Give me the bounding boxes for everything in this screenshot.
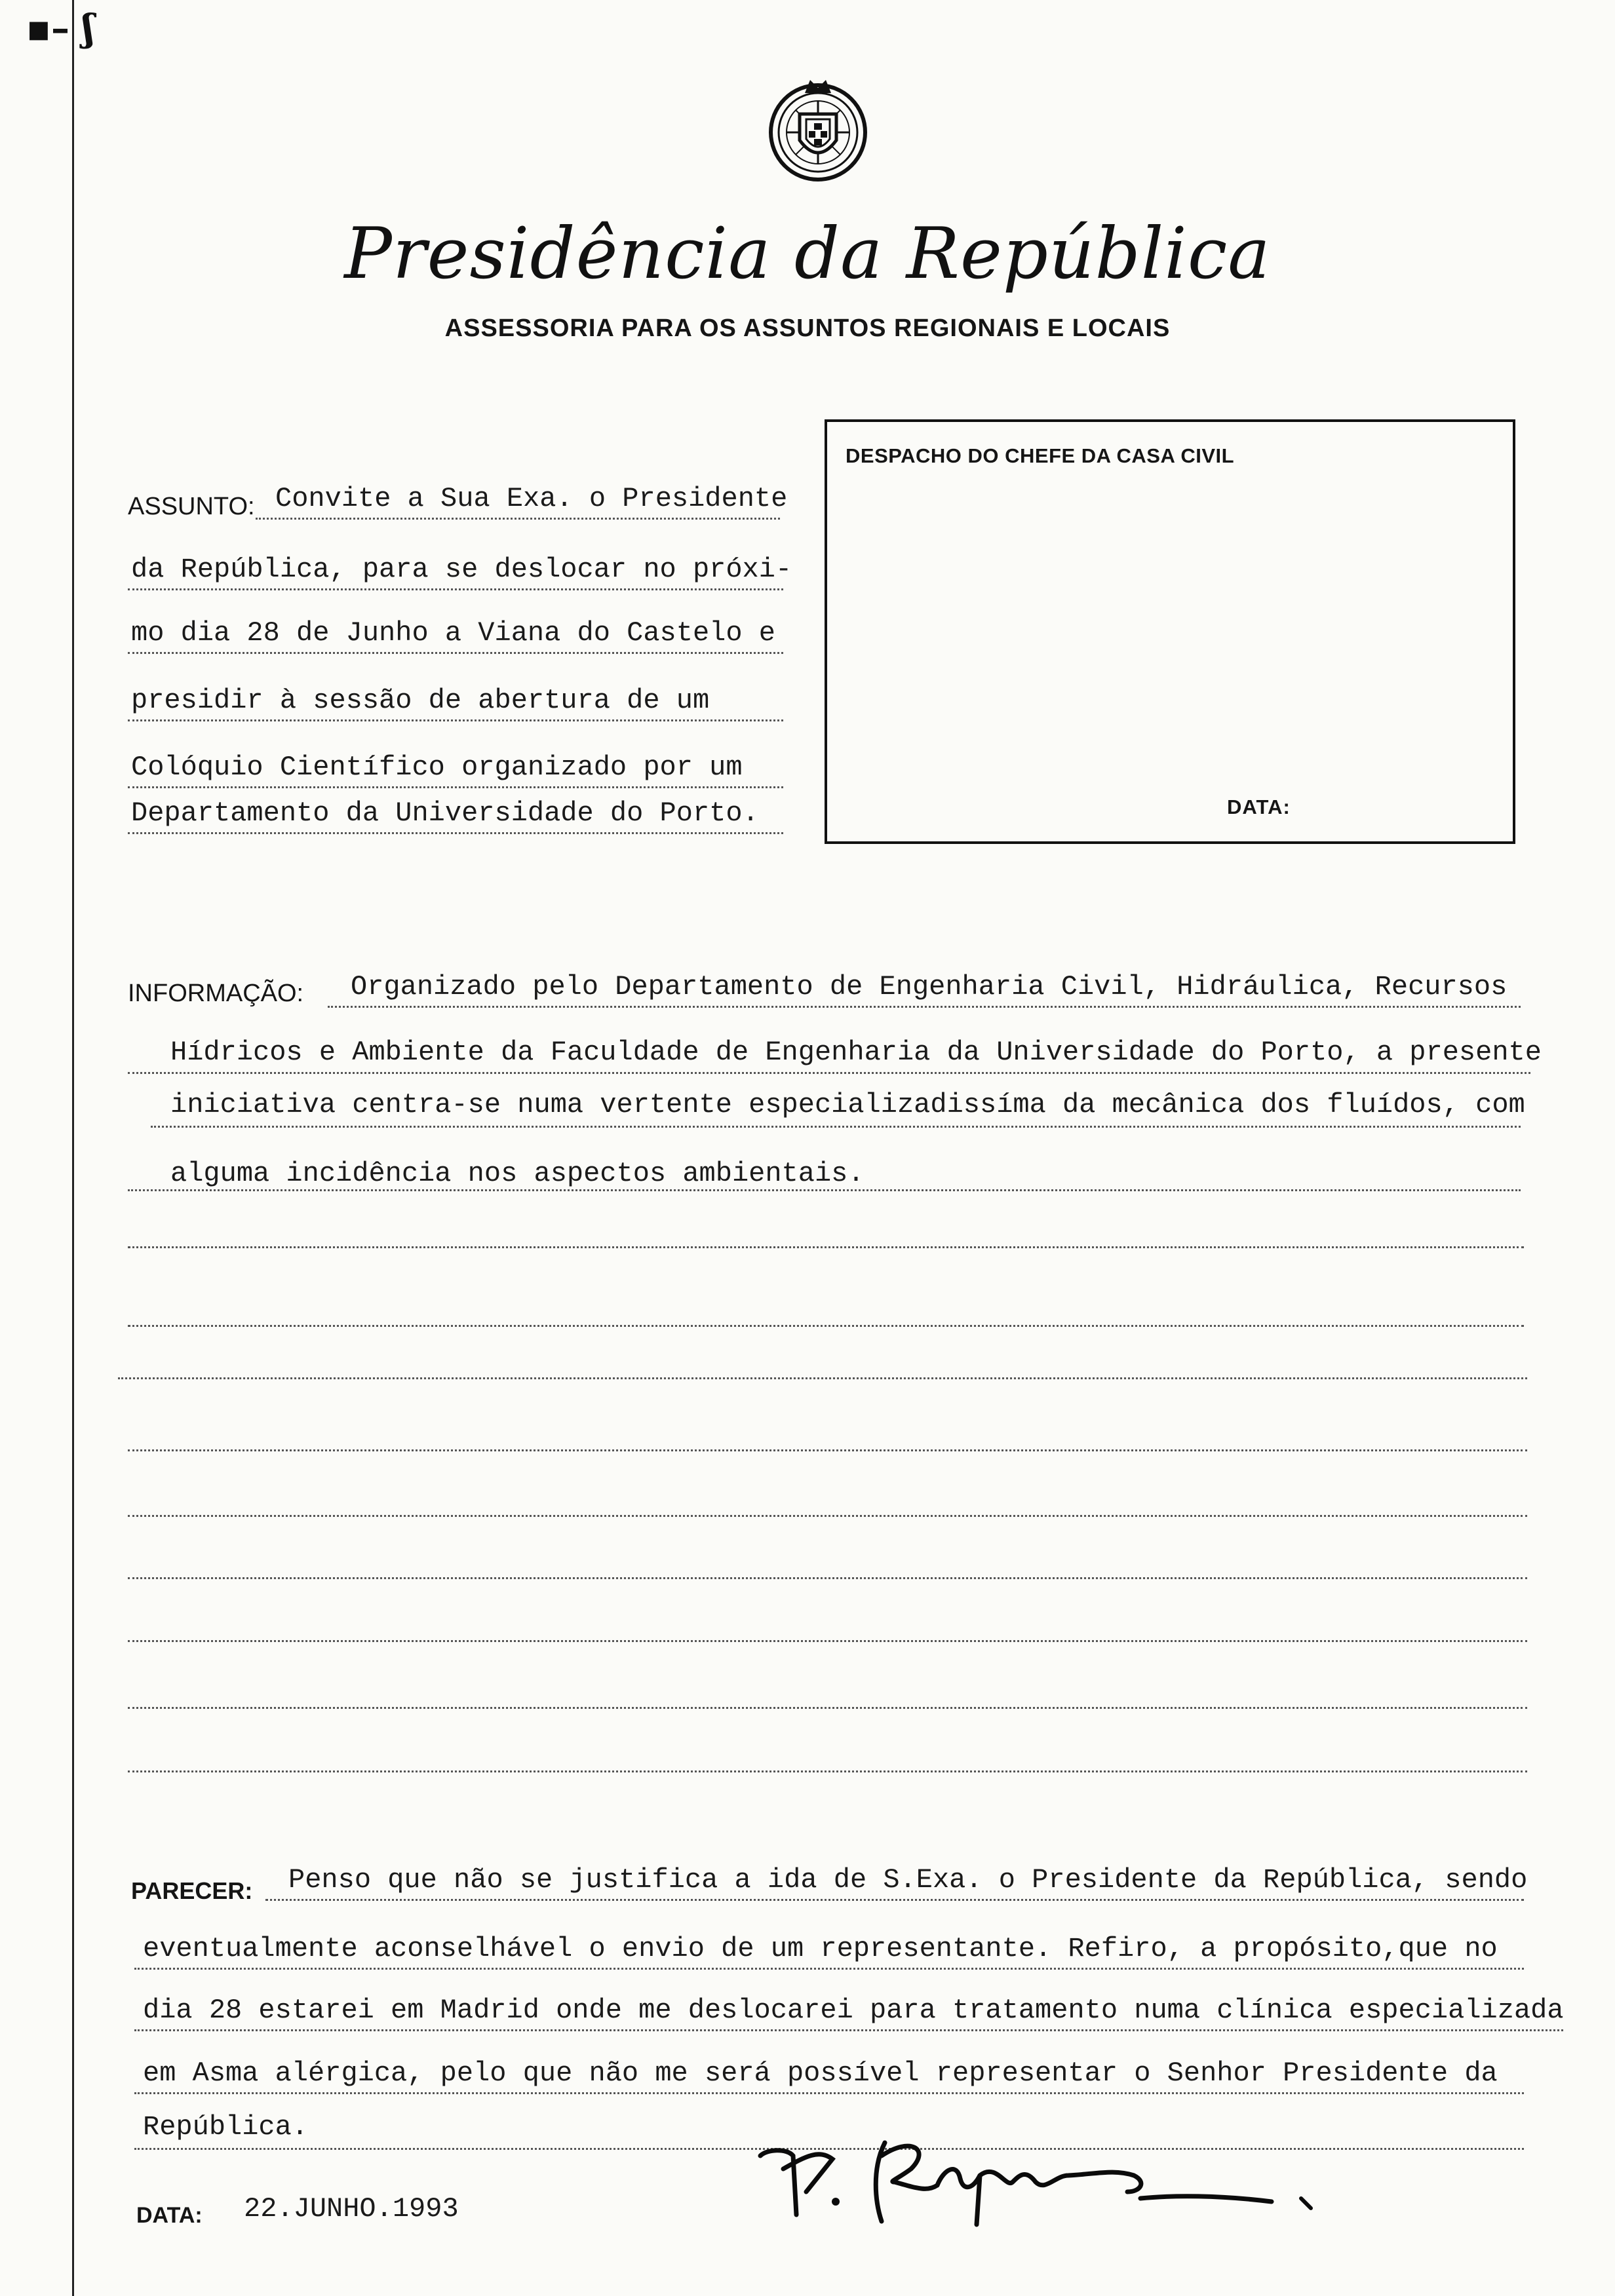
corner-mark: ▪– ʃ — [26, 7, 94, 50]
rule-line — [128, 1246, 1524, 1248]
informacao-line: Organizado pelo Departamento de Engenharia Civil, Hidráulica, Recursos — [351, 971, 1508, 1003]
assunto-line: Colóquio Científico organizado por um — [131, 752, 743, 783]
informacao-line: Hídricos e Ambiente da Faculdade de Engenharia da Universidade do Porto, a presente — [170, 1037, 1542, 1068]
institution-title: Presidência da República — [344, 213, 1271, 295]
rule-line — [134, 2029, 1563, 2031]
despacho-date-label: DATA: — [1227, 795, 1291, 818]
rule-line — [265, 1899, 1524, 1901]
rule-line — [128, 1449, 1527, 1451]
footer-date-label: DATA: — [136, 2203, 203, 2228]
rule-line — [128, 1072, 1530, 1074]
rule-line — [151, 1126, 1521, 1128]
rule-line — [128, 588, 783, 590]
parecer-line: Penso que não se justifica a ida de S.Exa. o Presidente da República, sendo — [288, 1864, 1528, 1896]
parecer-line: República. — [143, 2111, 309, 2143]
despacho-box — [825, 419, 1515, 844]
rule-line — [256, 518, 780, 520]
rule-line — [128, 1640, 1527, 1642]
assunto-line: Convite a Sua Exa. o Presidente — [275, 483, 788, 514]
office-title: ASSESSORIA PARA OS ASSUNTOS REGIONAIS E LOCAIS — [444, 315, 1171, 342]
parecer-label: PARECER: — [131, 1877, 253, 1904]
rule-line — [128, 1189, 1521, 1191]
rule-line — [128, 1325, 1524, 1327]
rule-line — [118, 1377, 1527, 1379]
footer-date-value: 22.JUNHO.1993 — [244, 2193, 459, 2225]
rule-line — [128, 786, 783, 788]
assunto-line: da República, para se deslocar no próxi- — [131, 554, 792, 585]
assunto-line: mo dia 28 de Junho a Viana do Castelo e — [131, 617, 775, 649]
informacao-line: alguma incidência nos aspectos ambientais. — [170, 1158, 865, 1189]
assunto-line: presidir à sessão de abertura de um — [131, 685, 710, 716]
parecer-line: eventualmente aconselhável o envio de um representante. Refiro, a propósito,que no — [143, 1933, 1498, 1964]
rule-line — [134, 1968, 1524, 1970]
rule-line — [128, 1577, 1527, 1579]
parecer-line: em Asma alérgica, pelo que não me será possível representar o Senhor Presidente da — [143, 2057, 1498, 2089]
rule-line — [128, 652, 783, 654]
signature — [747, 2130, 1324, 2228]
rule-line — [128, 1770, 1527, 1772]
informacao-line: iniciativa centra-se numa vertente especializadissíma da mecânica dos fluídos, com — [170, 1089, 1525, 1120]
rule-line — [134, 2092, 1524, 2094]
despacho-label: DESPACHO DO CHEFE DA CASA CIVIL — [846, 444, 1235, 467]
rule-line — [128, 1707, 1527, 1709]
coat-of-arms-icon — [766, 67, 870, 191]
informacao-label: INFORMAÇÃO: — [128, 980, 304, 1007]
assunto-label: ASSUNTO: — [128, 493, 255, 520]
rule-line — [128, 1515, 1527, 1517]
parecer-line: dia 28 estarei em Madrid onde me deslocarei para tratamento numa clínica especializada — [143, 1995, 1564, 2026]
margin-rule — [72, 0, 74, 2296]
assunto-line: Departamento da Universidade do Porto. — [131, 797, 759, 829]
rule-line — [128, 832, 783, 834]
rule-line — [328, 1006, 1521, 1008]
rule-line — [128, 719, 783, 721]
